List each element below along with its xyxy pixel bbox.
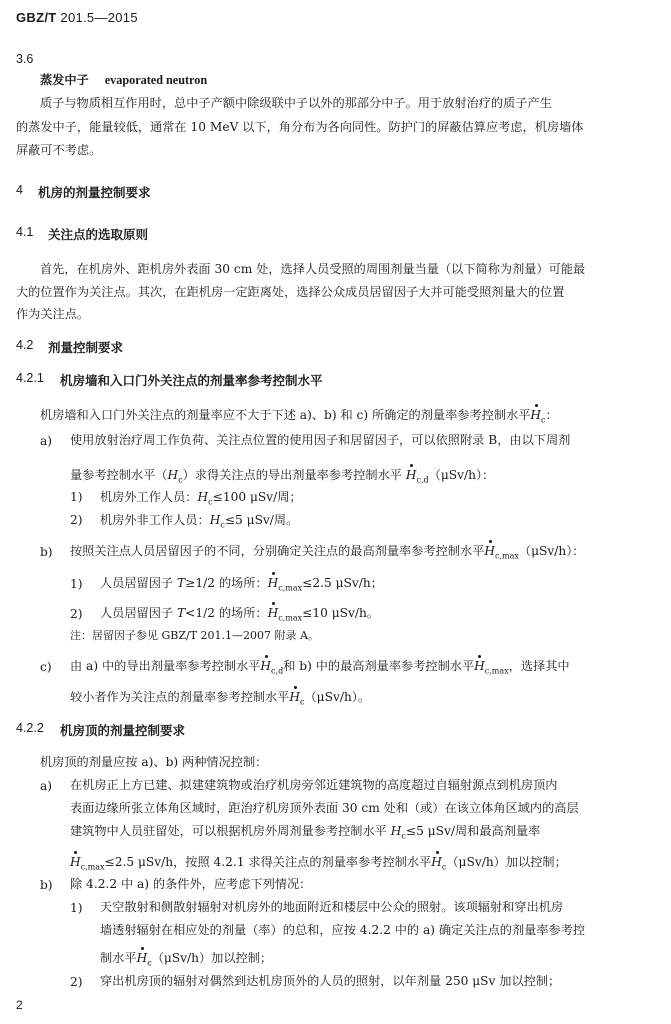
s421-b2-end: ≤10 μSv/h。	[302, 606, 380, 620]
s421-b2-pre: 人员居留因子	[100, 606, 177, 620]
section-3-6-number: 3.6	[16, 52, 34, 66]
s421-b2-text	[100, 605, 379, 626]
s422-b1-3-pre: 制水平	[100, 951, 137, 965]
section-4-1-number: 4.1	[16, 225, 34, 239]
dose-rate-symbol: H	[530, 408, 542, 422]
s421-a2-pre: 机房外非工作人员：	[100, 513, 210, 527]
s421-a2-end: ≤5 μSv/周。	[224, 513, 299, 527]
s422-item-b-label: b)	[40, 878, 53, 892]
s422-a-line-3	[70, 823, 540, 844]
s421-intro-text: 机房墙和入口门外关注点的剂量率应不大于下述 a)、b) 和 c) 所确定的剂量率参考控制水平	[40, 408, 531, 422]
s421-a1-text	[100, 489, 302, 510]
symbol-subscript: c,max	[278, 583, 303, 593]
s422-a4-end: （μSv/h）加以控制；	[446, 855, 567, 869]
s41-line-2: 大的位置作为关注点。其次，在距机房一定距离处，选择公众成员居留因子大并可能受照剂量大的位置	[16, 285, 565, 299]
symbol-subscript: c	[147, 958, 152, 968]
item-b1-label: 1)	[70, 577, 83, 591]
s421-b1-text	[100, 575, 383, 596]
definition-line-3: 屏蔽可不考虑。	[16, 143, 102, 157]
s422-intro: 机房顶的剂量应按 a)、b) 两种情况控制：	[40, 755, 268, 769]
s422-b2-line-1: 穿出机房顶的辐射对偶然到达机房顶外的人员的照射，以年剂量 250 μSv 加以控制；	[100, 974, 561, 988]
dose-rate-symbol: H	[431, 855, 442, 869]
s421-b1-mid: ≥1/2 的场所：	[185, 576, 268, 590]
s421-intro	[40, 407, 558, 428]
s422-b1-line-1: 天空散射和侧散射辐射对机房外的地面附近和楼层中公众的照射。该项辐射和穿出机房	[100, 900, 564, 914]
dose-rate-symbol: H	[260, 659, 272, 673]
definition-line-1: 质子与物质相互作用时，总中子产额中除级联中子以外的那部分中子。用于放射治疗的质子产生	[40, 96, 552, 110]
section-4-2-1-title: 机房墙和入口门外关注点的剂量率参考控制水平	[60, 373, 323, 388]
item-b-label: b)	[40, 545, 53, 559]
term-chinese: 蒸发中子	[40, 73, 89, 87]
symbol-subscript: c	[441, 862, 447, 872]
s421-a-line-2	[70, 467, 494, 488]
s422-b-line-1: 除 4.2.2 中 a) 的条件外，应考虑下列情况：	[70, 877, 312, 891]
symbol-subscript: c	[178, 475, 183, 485]
symbol-subscript: c,d	[271, 666, 284, 676]
definition-line-2: 的蒸发中子，能量较低，通常在 10 MeV 以下，角分布为各向同性。防护门的屏蔽估算应考虑，机房墙体	[16, 120, 584, 134]
symbol-subscript: c	[300, 697, 305, 707]
symbol-subscript: c	[401, 831, 406, 841]
symbol-subscript: c,max	[278, 613, 303, 623]
occupancy-factor-symbol: T	[177, 576, 186, 590]
weekly-dose-symbol: H	[209, 513, 221, 527]
weekly-dose-symbol: H	[167, 468, 179, 482]
item-a1-label: 1)	[70, 490, 83, 504]
s421-b1-pre: 人员居留因子	[100, 576, 177, 590]
standard-code-rest: 201.5—2015	[56, 10, 138, 25]
dose-rate-symbol: H	[405, 468, 417, 482]
s421-a-line-2-mid: ）求得关注点的导出剂量率参考控制水平	[182, 468, 402, 482]
s422-b1-line-3	[100, 950, 272, 971]
s422-a-line-2: 表面边缘所张立体角区域时，距治疗机房顶外表面 30 cm 处和（或）在该立体角区域内的高层	[70, 801, 579, 815]
symbol-subscript: c,max	[495, 551, 519, 561]
symbol-subscript: c	[541, 415, 546, 425]
dose-rate-symbol: H	[289, 690, 301, 704]
note-line: 注：居留因子参见 GBZ/T 201.1—2007 附录 A。	[70, 629, 319, 642]
s422-b1-3-end: （μSv/h）加以控制；	[151, 951, 273, 965]
s421-b2-mid: <1/2 的场所：	[185, 606, 268, 620]
s421-intro-end: ：	[545, 408, 558, 422]
s421-b-end: （μSv/h）：	[518, 544, 585, 558]
s422-a4-mid: ≤2.5 μSv/h，按照 4.2.1 求得关注点的剂量率参考控制水平	[104, 855, 432, 869]
standard-code-bold: GBZ/T	[16, 10, 57, 25]
s421-a1-end: ≤100 μSv/周；	[212, 490, 302, 504]
dose-rate-symbol: H	[484, 544, 496, 558]
dose-rate-symbol: H	[474, 659, 485, 673]
item-a2-label: 2)	[70, 513, 83, 527]
section-4-2-number: 4.2	[16, 338, 34, 352]
section-4-2-2-number: 4.2.2	[16, 721, 44, 735]
section-4-title: 机房的剂量控制要求	[38, 185, 151, 200]
item-b2-label: 2)	[70, 607, 83, 621]
symbol-subscript: c,max	[80, 862, 105, 872]
s421-b-line-1	[70, 543, 584, 564]
weekly-dose-symbol: H	[390, 824, 402, 838]
dose-rate-symbol: H	[267, 606, 279, 620]
section-4-2-title: 剂量控制要求	[48, 340, 124, 355]
s421-a-line-2-pre: 量参考控制水平（	[70, 468, 168, 482]
s421-c2-end: （μSv/h）。	[304, 690, 371, 704]
s421-c-mid: 和 b) 中的最高剂量率参考控制水平	[283, 659, 475, 673]
s421-a-line-2-end: （μSv/h）：	[428, 468, 495, 482]
s422-item-b1-label: 1)	[70, 901, 83, 915]
s422-a-line-4	[70, 854, 567, 875]
term-heading	[40, 72, 207, 88]
s421-c-line-2	[70, 689, 370, 710]
section-4-1-title: 关注点的选取原则	[48, 227, 149, 242]
section-4-2-2-title: 机房顶的剂量控制要求	[60, 723, 186, 738]
s41-line-3: 作为关注点。	[16, 307, 90, 321]
s421-a-line-1: 使用放射治疗周工作负荷、关注点位置的使用因子和居留因子，可以依照附录 B，由以下周剂	[70, 433, 571, 447]
item-c-label: c)	[40, 660, 52, 674]
symbol-subscript: c,max	[484, 666, 509, 676]
item-a-label: a)	[40, 434, 53, 448]
dose-rate-symbol: H	[136, 951, 148, 965]
term-english: evaporated neutron	[104, 73, 208, 87]
dose-rate-symbol: H	[267, 576, 279, 590]
s41-line-1: 首先，在机房外、距机房外表面 30 cm 处，选择人员受照的周围剂量当量（以下简称为剂量）可能最	[40, 262, 586, 276]
symbol-subscript: c	[220, 520, 225, 530]
s421-c-line-1	[70, 658, 570, 679]
s421-a1-pre: 机房外工作人员：	[100, 490, 198, 504]
symbol-subscript: c,d	[416, 475, 429, 485]
s422-item-b2-label: 2)	[70, 975, 83, 989]
s422-a3-pre: 建筑物中人员驻留处，可以根据机房外周剂量参考控制水平	[70, 824, 387, 838]
s421-c2-pre: 较小者作为关注点的剂量率参考控制水平	[70, 690, 290, 704]
s421-a2-text	[100, 512, 298, 533]
s422-a-line-1: 在机房正上方已建、拟建建筑物或治疗机房旁邻近建筑物的高度超过自辐射源点到机房顶内	[70, 778, 558, 792]
standard-code-header	[16, 10, 138, 25]
s421-c-end: ，选择其中	[508, 659, 570, 673]
s422-a3-end: ≤5 μSv/周和最高剂量率	[405, 824, 541, 838]
dose-rate-symbol: H	[70, 855, 81, 869]
s422-item-a-label: a)	[40, 779, 53, 793]
occupancy-factor-symbol: T	[177, 606, 186, 620]
page-number: 2	[16, 998, 23, 1012]
s421-b1-end: ≤2.5 μSv/h；	[302, 576, 383, 590]
s422-b1-line-2: 墙透射辐射在相应处的剂量（率）的总和，应按 4.2.2 中的 a) 确定关注点的剂量率参考控	[100, 923, 586, 937]
weekly-dose-symbol: H	[197, 490, 209, 504]
s421-c-pre: 由 a) 中的导出剂量率参考控制水平	[70, 659, 261, 673]
section-4-number: 4	[16, 183, 23, 197]
s421-b-pre: 按照关注点人员居留因子的不同，分别确定关注点的最高剂量率参考控制水平	[70, 544, 485, 558]
section-4-2-1-number: 4.2.1	[16, 371, 44, 385]
symbol-subscript: c	[208, 497, 213, 507]
